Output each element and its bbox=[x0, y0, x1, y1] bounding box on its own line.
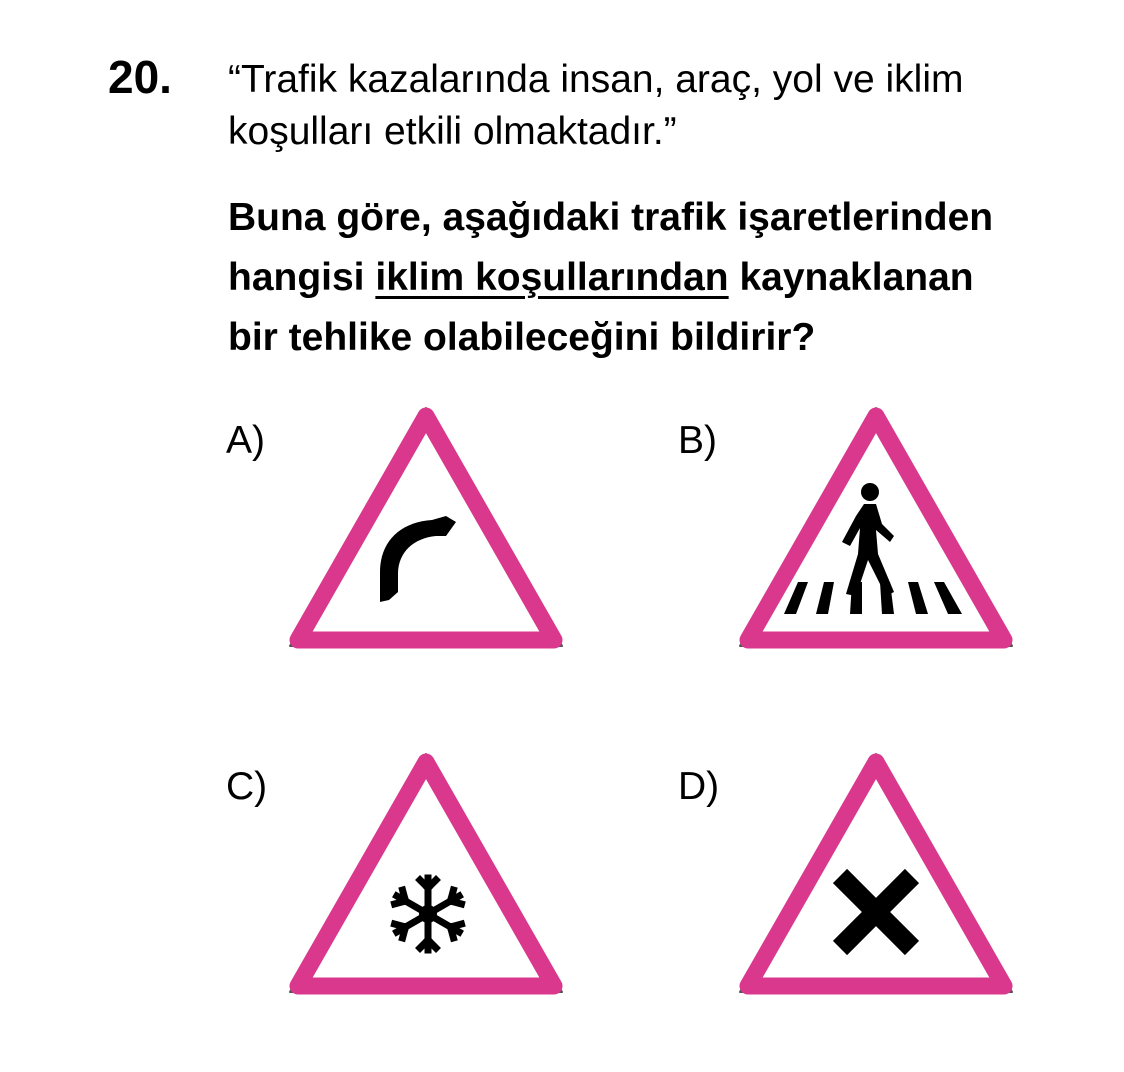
option-b-label[interactable]: B) bbox=[678, 419, 717, 462]
prompt-text: hangisi bbox=[228, 256, 376, 299]
prompt-line-1: Buna göre, aşağıdaki trafik işaretlerinden bbox=[228, 196, 994, 239]
prompt-underlined-text: iklim koşullarından bbox=[375, 256, 729, 299]
option-d-sign[interactable] bbox=[736, 750, 1016, 1000]
snowflake-icon bbox=[290, 754, 562, 992]
option-a-label[interactable]: A) bbox=[226, 419, 265, 462]
quote-line-2: koşulları etkili olmaktadır.” bbox=[228, 110, 677, 153]
question-quote bbox=[228, 54, 1108, 158]
question-number: 20. bbox=[108, 51, 172, 103]
prompt-line-3: bir tehlike olabileceğini bildirir? bbox=[228, 316, 816, 359]
quote-line-1: “Trafik kazalarında insan, araç, yol ve iklim bbox=[228, 58, 964, 101]
option-a-sign[interactable] bbox=[286, 404, 566, 654]
option-c-sign[interactable] bbox=[286, 750, 566, 1000]
pedestrian-crossing-icon bbox=[740, 408, 1012, 646]
option-b-sign[interactable] bbox=[736, 404, 1016, 654]
option-c-label[interactable]: C) bbox=[226, 765, 268, 808]
prompt-text: kaynaklanan bbox=[728, 256, 974, 299]
option-d-label[interactable]: D) bbox=[678, 765, 720, 808]
prompt-line-2 bbox=[228, 248, 1118, 308]
intersection-cross-icon bbox=[740, 754, 1012, 992]
right-curve-icon bbox=[290, 408, 562, 646]
question-prompt bbox=[228, 188, 1118, 368]
